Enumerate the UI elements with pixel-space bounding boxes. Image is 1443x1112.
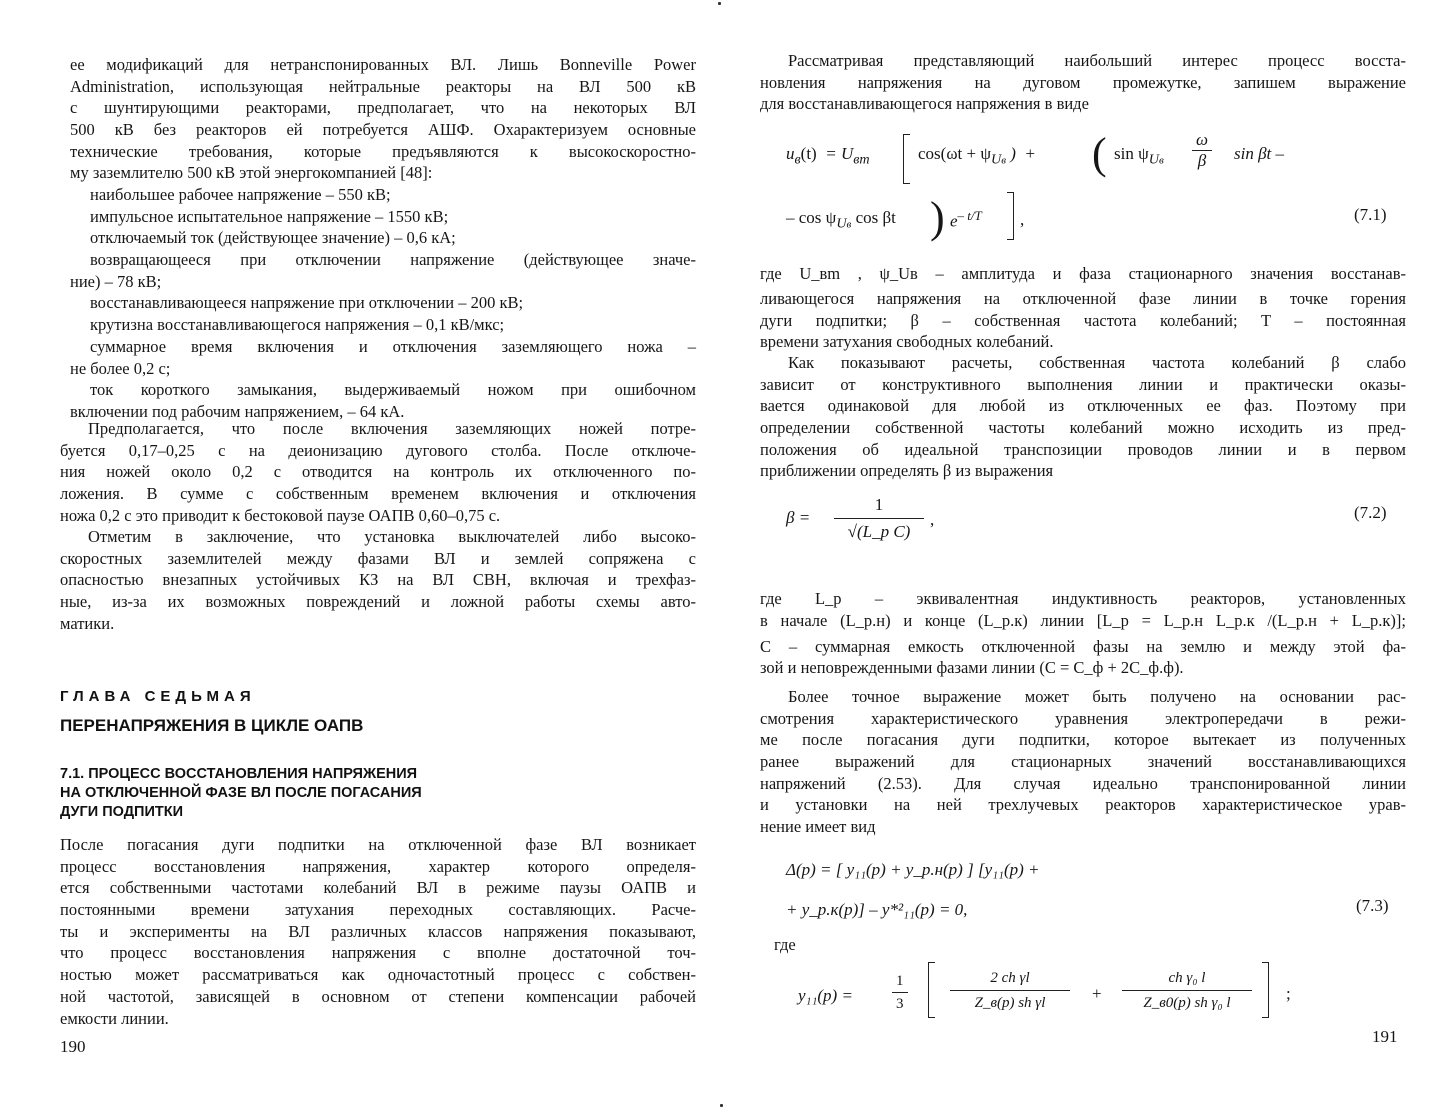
equation-7-2-fraction — [834, 492, 924, 545]
text-line: опасностью внезапных устойчивых КЗ на ВЛ СВН, включая и трехфаз- — [60, 570, 696, 590]
text-line: дуги подпитки; β – собственная частота колебаний; T – постоянная — [760, 310, 1406, 330]
where-label: где — [774, 935, 796, 954]
fraction — [834, 492, 924, 545]
list-item-continuation: не более 0,2 с; — [70, 358, 171, 378]
fraction-numerator: 1 — [892, 970, 908, 993]
text-line: где U_вm , ψ_Uв – амплитуда и фаза стационарного значения восстанав- — [760, 264, 1406, 283]
page-number: 190 — [60, 1037, 86, 1056]
text-line: в начале (L_р.н) и конце (L_р.к) линии [L_р = L_р.н L_р.к /(L_р.н + L_р.к)]; — [760, 610, 1406, 630]
text-line: технические требования, которые предъявляются к высокоскоростно- — [70, 141, 696, 161]
eq-symbol: u — [786, 144, 795, 163]
equation-7-3-line-2: + y_р.к(p)] – y*²₁₁(p) = 0, — [786, 900, 968, 919]
eq-subscript: в — [846, 218, 852, 231]
left-paragraph-1 — [70, 54, 696, 184]
chapter-title: ПЕРЕНАПРЯЖЕНИЯ В ЦИКЛЕ ОАПВ — [60, 716, 364, 735]
text-line: зависит от конструктивного выполнения линии и практически оказы- — [760, 374, 1406, 394]
eq-subscript: в — [1158, 154, 1164, 167]
eq-subscript: U — [1148, 151, 1159, 168]
eq-symbol: e — [950, 211, 958, 231]
equation-number: (7.1) — [1354, 205, 1387, 224]
text-line: процесс восстановления напряжения, характер которого определя- — [60, 856, 696, 876]
equation-y11-lhs: y₁₁(p) = — [798, 986, 853, 1005]
list-item: возвращающееся при отключении напряжение (действующее значе- — [90, 250, 696, 270]
fraction — [1192, 130, 1212, 171]
text-line: Более точное выражение может быть получено на основании рас- — [788, 687, 1406, 706]
left-page — [0, 0, 720, 1112]
text-line: новления напряжения на дуговом промежутке, запишем выражение — [760, 72, 1406, 92]
text-line: Рассматривая представляющий наибольший интерес процесс восста- — [788, 51, 1406, 70]
text-line: буется 0,17–0,25 с на деионизацию дугового столба. После отключе- — [60, 440, 696, 460]
text-line: C – суммарная емкость отключенной фазы на землю и между этой фа- — [760, 636, 1406, 656]
list-item: суммарное время включения и отключения заземляющего ножа – — [90, 336, 696, 356]
right-paren: ) — [930, 193, 945, 242]
eq-term: – cos ψ — [786, 208, 837, 227]
text-line: вается одинаковой для любой из отключенных ее фаз. Поэтому при — [760, 396, 1406, 416]
equation-7-1-exponent — [950, 208, 982, 232]
text-line: смотрения характеристического уравнения электропередачи в режи- — [760, 708, 1406, 728]
text-line: ные, из-за их возможных повреждений и ложной работы схемы авто- — [60, 592, 696, 612]
page-number: 191 — [1372, 1027, 1398, 1046]
equation-comma: , — [930, 510, 935, 529]
equation-7-1-sin-beta: sin βt – — [1234, 144, 1285, 163]
list-item: наибольшее рабочее напряжение – 550 кВ; — [90, 185, 391, 204]
equation-y11-term-2 — [1122, 966, 1252, 1015]
right-bracket — [1007, 192, 1014, 240]
scan-mark — [720, 1104, 723, 1107]
list-item: восстанавливающееся напряжение при отключении – 200 кВ; — [90, 293, 524, 313]
text-line: где L_p – эквивалентная индуктивность реакторов, установленных — [760, 589, 1406, 608]
text-line: скоростных заземлителей между фазами ВЛ и землей сопряжена с — [60, 548, 696, 568]
eq-subscript: U — [836, 215, 847, 232]
text-line: что процесс восстановления напряжения с вполне достаточной точ- — [60, 943, 696, 963]
text-line: с шунтирующими реакторами, предполагает, что на некоторых ВЛ — [70, 98, 696, 118]
text-line: емкости линии. — [60, 1008, 169, 1028]
equation-7-2-lhs: β = — [786, 508, 811, 527]
right-paragraph-1 — [760, 50, 1406, 115]
eq-subscript: U — [990, 151, 1002, 168]
equation-7-1-sin-term — [1114, 144, 1164, 168]
section-title-line: НА ОТКЛЮЧЕННОЙ ФАЗЕ ВЛ ПОСЛЕ ПОГАСАНИЯ — [60, 785, 422, 801]
text-line: ется собственными частотами колебаний ВЛ в режиме паузы ОАПВ и — [60, 878, 696, 898]
right-paragraph-3 — [760, 352, 1406, 482]
equation-number: (7.3) — [1356, 896, 1389, 915]
left-paren: ( — [1092, 129, 1107, 178]
text-line: приближении определять β из выражения — [760, 461, 1054, 481]
equation-7-1-line-2 — [786, 208, 896, 232]
text-line: положения об идеальной транспозиции проводов линии и в первом — [760, 439, 1406, 459]
list-item-continuation: ние) – 78 кВ; — [70, 271, 162, 291]
left-paragraph-3 — [60, 526, 696, 634]
text-line: ной частотой, зависящей в основном от степени компенсации рабочей — [60, 986, 696, 1006]
list-item: отключаемый ток (действующее значение) – 0,6 кА; — [90, 228, 456, 248]
section-title-line: ДУГИ ПОДПИТКИ — [60, 804, 184, 820]
text-line: для восстанавливающегося напряжения в виде — [760, 94, 1089, 114]
text-line: ме после погасания дуги подпитки, которое вытекает из полученных — [760, 730, 1406, 750]
fraction-denominator: 3 — [896, 996, 904, 1012]
fraction — [892, 970, 908, 1015]
text-line: и установки на ней трехлучевых реакторов характеристическое урав- — [760, 795, 1406, 815]
equation-7-1-cos-term: $\cos(\omega t + \psi_{Uв}$ ) + — [918, 144, 1036, 168]
fraction — [950, 966, 1070, 1015]
text-line: После погасания дуги подпитки на отключенной фазе ВЛ возникает — [60, 835, 696, 854]
text-line: Administration, использующая нейтральные реакторы на ВЛ 500 кВ — [70, 76, 696, 96]
fraction-numerator: ch γ₀ l — [1122, 966, 1252, 991]
text-line: ния ножей около 0,2 с отводится на контроль их отключенного по- — [60, 462, 696, 482]
right-paragraph-5 — [760, 686, 1406, 838]
text-line: постоянными времени затухания переходных составляющих. Расче- — [60, 900, 696, 920]
text-line: ее модификаций для нетранспонированных ВЛ. Лишь Bonneville Power — [70, 55, 696, 74]
requirements-list — [70, 184, 696, 423]
list-item: импульсное испытательное напряжение – 1550 кВ; — [90, 206, 449, 226]
equation-plus: + — [1092, 984, 1102, 1003]
text-line: му заземлителю 500 кВ этой энергокомпанией [48]: — [70, 163, 433, 183]
text-line: ложения. В сумме с собственным временем включения и отключения — [60, 484, 696, 504]
text-line: 500 кВ без реакторов ей потребуется АШФ. Охарактеризуем основные — [70, 120, 696, 140]
left-paragraph-2 — [60, 418, 696, 526]
equation-comma: , — [1020, 210, 1025, 229]
right-page — [722, 0, 1443, 1112]
right-paragraph-4 — [760, 588, 1406, 679]
fraction — [1122, 966, 1252, 1015]
text-line: ранее выражений для стационарных значений восстанавливающихся — [760, 752, 1406, 772]
text-line: матики. — [60, 613, 115, 633]
equation-y11-term-1 — [950, 966, 1070, 1015]
text-line: времени затухания свободных колебаний. — [760, 332, 1054, 352]
fraction-denominator: Z_в(p) sh γl — [974, 995, 1046, 1011]
equation-number: (7.2) — [1354, 503, 1387, 522]
left-bracket — [928, 962, 935, 1018]
right-bracket — [1262, 962, 1269, 1018]
section-title — [60, 765, 422, 822]
fraction-denominator: Z_в0(p) sh γ₀ l — [1143, 995, 1231, 1011]
left-bracket — [903, 134, 910, 184]
right-paragraph-2 — [760, 260, 1406, 353]
fraction-numerator: 2 ch γl — [950, 966, 1070, 991]
text-line: Как показывают расчеты, собственная частота колебаний β слабо — [788, 353, 1406, 372]
equation-7-1-fraction — [1192, 130, 1212, 171]
eq-argument: (t) — [800, 144, 817, 163]
eq-term: cos(ωt + ψ — [918, 144, 991, 163]
text-line: ливающегося напряжения на отключенной фазе линии в точке горения — [760, 289, 1406, 308]
equation-7-3-line-1: Δ(p) = [ y₁₁(p) + y_р.н(p) ] [y₁₁(p) + — [786, 860, 1040, 879]
section-title-line: 7.1. ПРОЦЕСС ВОССТАНОВЛЕНИЯ НАПРЯЖЕНИЯ — [60, 766, 418, 782]
fraction-numerator: ω — [1192, 130, 1212, 151]
eq-superscript: – t/T — [957, 208, 982, 223]
eq-subscript: в — [1001, 154, 1006, 167]
left-paragraph-4 — [60, 834, 696, 1029]
text-line: ножа 0,2 с это приводит к бестоковой паузе ОАПВ 0,60–0,75 с. — [60, 505, 501, 525]
text-line: определении собственной частоты колебаний можно исходить из пред- — [760, 418, 1406, 438]
equation-semicolon: ; — [1286, 984, 1291, 1003]
eq-subscript: вm — [853, 151, 870, 168]
text-line: ты и эксперименты на ВЛ различных классов напряжения показывают, — [60, 921, 696, 941]
text-line: нение имеет вид — [760, 817, 876, 837]
fraction-denominator: √(L_p C) — [847, 522, 911, 541]
text-line: напряжений (2.53). Для случая идеально транспонированной линии — [760, 773, 1406, 793]
text-line: Отметим в заключение, что установка выключателей либо высоко- — [88, 527, 696, 546]
text-line: Предполагается, что после включения заземляющих ножей потре- — [88, 419, 696, 438]
list-item: крутизна восстанавливающегося напряжения – 0,1 кВ/мкс; — [90, 315, 505, 335]
fraction-numerator: 1 — [834, 492, 924, 519]
eq-symbol: U — [840, 144, 854, 163]
eq-subscript: в — [794, 151, 801, 168]
eq-term: cos βt — [855, 208, 896, 227]
list-item-continuation: включении под рабочим напряжением, – 64 кА. — [70, 401, 405, 421]
equation-y11-coefficient — [892, 970, 908, 1015]
equation-7-1-line-1: $u_в(t) = U_{вm}$ — [786, 144, 870, 168]
list-item: ток короткого замыкания, выдерживаемый ножом при ошибочном — [90, 380, 696, 400]
chapter-label: ГЛАВА СЕДЬМАЯ — [60, 688, 256, 705]
eq-term: sin ψ — [1114, 144, 1149, 163]
text-line: зой и неповрежденными фазами линии (C = C_ф + 2C_ф.ф). — [760, 658, 1184, 678]
fraction-denominator: β — [1197, 151, 1207, 170]
scan-mark — [718, 2, 721, 5]
text-line: ностью может рассматриваться как одночастотный процесс с собствен- — [60, 965, 696, 985]
